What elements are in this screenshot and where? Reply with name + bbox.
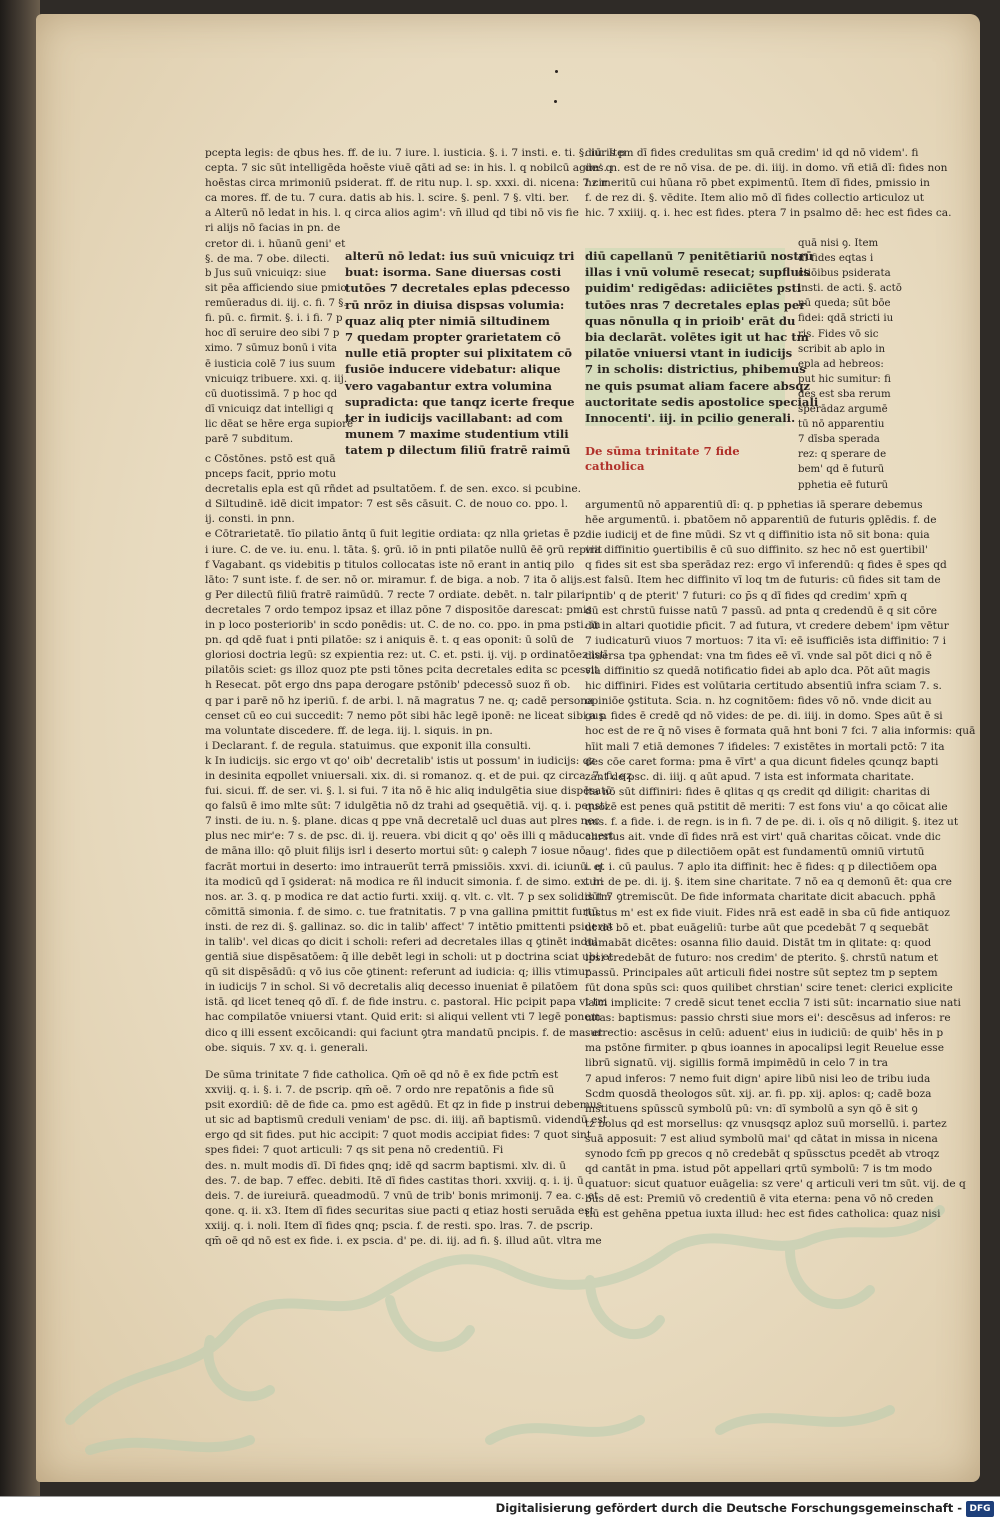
text-line: nos. ar. 3. q. p modica re dat actio furti. xxiij. q. vlt. c. vlt. 7 p sex solidis tm: [205, 890, 611, 903]
text-line: via diffinitio ꝯuertibilis ē cū suo diffinito. sz hec nō est ꝯuertibil': [585, 544, 928, 557]
text-line: pphetia eē futurū: [798, 479, 889, 491]
main-text-block-left: [345, 248, 575, 459]
text-line: deis. 7. de iureiurā. queadmodū. 7 vnū de trib' bonis mrimonij. 7 ea. c. et: [205, 1189, 599, 1202]
text-line: zant de psc. di. iiij. q aūt apud. 7 ista est informata charitate.: [585, 770, 915, 783]
text-line: sperādaz argumē: [798, 404, 888, 416]
text-line: Innocenti'. iij. in pcilio generali.: [585, 411, 796, 426]
footer-bar: [0, 1496, 1000, 1522]
text-line: est falsū. Item hec diffinito vī loq tm de futuris: cū fides sit tam de: [585, 574, 941, 587]
text-line: illas i vnū volumē resecat; supfluis: [585, 265, 810, 280]
text-line: a Alterū nō ledat in his. l. q circa alios agim': vn̄ illud qd tibi nō vis fie: [205, 207, 579, 220]
text-line: 7 dīsba sperada: [798, 434, 880, 446]
text-line: b Jus suū vnicuiqz: siue: [205, 268, 327, 279]
text-line: 7 iudicaturū viuos 7 mortuos: 7 ita vī: eē isufficiēs ista diffinitio: 7 i: [585, 634, 946, 647]
text-line: ē iusticia colē 7 ius suum: [205, 358, 336, 370]
text-line: plus nec mir'e: 7 s. de psc. di. ij. reuera. vbi dicit q qo' oēs illi q māducauert: [205, 830, 614, 843]
text-line: d Siltudinē. idē dicit impator: 7 est sēs cāsuit. C. de nouo co. ppo. l.: [205, 498, 568, 511]
text-line: ita nō sūt diffiniri: fides ē qlitas q qs credit qd diligit: charitas di: [585, 785, 931, 798]
text-line: nus. f. a fide. i. de regn. is in fi. 7 de pe. di. i. oīs q nō diligit. §. itez ut: [585, 815, 959, 828]
text-line: qū sit dispēsādū: q vō ius cōe ꝯtinent: referunt ad iudicia: q; illis vtimur: [205, 966, 591, 979]
text-line: via diffinitio sz quedā notificatio fidei ab aplo dca. Pōt aūt magis: [585, 665, 931, 678]
text-line: suā apposuit: 7 est aliud symbolū mai' qd cātat in missa in nicena: [585, 1132, 938, 1145]
text-line: cepta. 7 sic sūt intelligēda hoēste viuē qāti ad se: in his. l. q nobilcū agim' q: [205, 162, 613, 175]
text-line: hac compilatōe vniuersi vtant. Quid erit: si aliqui vellent vti 7 legē ponem: [205, 1011, 601, 1024]
text-line: nulle etiā propter sui plixitatem cō: [345, 346, 573, 361]
text-line: diū. Item dī fides credulitas sm quā credim' id qd nō videm'. fi: [585, 147, 919, 159]
text-line: die iudicij et de fine mūdi. Sz vt q diffinitio ista nō sit bona: quia: [585, 529, 930, 542]
text-line: iustus m' est ex fide viuit. Fides nrā est eadē in sba cū fide antiquoz: [585, 906, 950, 919]
text-line: dūt 7 ꝯtremiscūt. De fide informata charitate dicit abacuch. pphā: [585, 891, 936, 904]
text-line: insti. de rez di. §. gallinaz. so. dic in talib' affect' 7 intētio pmittenti psiderat: [205, 920, 614, 933]
text-line: pn. qd qdē fuat i pnti pilatōe: sz i aniquis ē. t. q eas oponit: ū solū de: [205, 634, 574, 647]
text-line: Scdm quosdā theologos sūt. xij. ar. fi. pp. xij. aplos: q; cadē boza: [585, 1087, 932, 1100]
text-line: pilatōis sciet: gs illoz quoz pte psti tōnes pcita decretales edita sc pcessit: [205, 664, 599, 677]
text-line: quas nōnulla q in prioib' erāt du: [585, 313, 796, 328]
text-line: e Cōtrarietatē. tīo pilatio āntq ū fuit legitie ordiata: qz nlla ꝯrietas ē pz: [205, 528, 586, 541]
text-line: alterū nō ledat: ius suū vnicuiqz tri: [345, 249, 575, 263]
text-line: qone. q. ii. x3. Item dī fides securitas siue pacti q etiaz hosti seruāda est: [205, 1204, 594, 1217]
text-line: ut sic ad baptismū creduli veniam' de psc. di. iiij. añ baptismū. videndū est: [205, 1114, 607, 1127]
text-line: decretales 7 ordo tempoz ipsaz et illaz pōne 7 dispositōe darescat: pmis: [205, 603, 592, 616]
text-line: De sūma trinitate 7 fide catholica. Qm̄ oē qd nō ē ex fide pctm̄ est: [205, 1069, 559, 1081]
text-line: k In iudicijs. sic ergo vt qo' oib' decretalib' istis ut possum' in iudicijs: qz: [205, 754, 596, 767]
text-line: tutōes nras 7 decretales eplas per: [585, 297, 806, 312]
text-line: in desinita eqpollet vniuersali. xix. di. si romanoz. q. et de pui. qz circa. 7. fi. qz: [205, 769, 632, 782]
text-line: des. n. est de re nō visa. de pe. di. iiij. in domo. vñ etiā dī: fides non: [585, 162, 948, 175]
text-line: c Cōstōnes. pstō est quā: [205, 453, 336, 465]
pinhole-mark: [555, 70, 558, 73]
text-line: remūeradus di. iij. c. fi. 7 §.: [205, 298, 347, 310]
text-line: ergo qd sit fides. put hic accipit: 7 quot modis accipiat fides: 7 quot sint: [205, 1129, 592, 1142]
text-line: auctoritate sedis apostolice speciali: [585, 394, 819, 409]
text-line: ij. consti. in pnn.: [205, 513, 295, 526]
text-line: synodo fcm̄ pp grecos q nō credebāt q spūssctus pcedēt ab vtroqz: [585, 1148, 940, 1161]
text-line: in p loco posteriorib' in scdo ponēdis: ut. C. de no. co. ppo. in pma psti. in: [205, 619, 601, 632]
text-line: des est sba rerum: [798, 388, 891, 400]
pinhole-mark: [554, 100, 557, 103]
text-line: diuersa tpa ꝯphendat: vna tm fides eē vī. vnde sal pōt dici q nō ē: [585, 649, 932, 662]
right-main-text: [585, 498, 976, 1223]
text-line: lic dēat se hēre erga supiorē: [205, 418, 353, 430]
text-line: dū est chrstū fuisse natū 7 passū. ad pnta q credendū ē q sit cōre: [585, 604, 938, 617]
text-line: pilatōe vniuersi vtant in iudicijs: [585, 346, 793, 361]
text-line: des. 7. de bap. 7 effec. debiti. Itē dī fides castitas thori. xxviij. q. i. ij. ū: [205, 1174, 584, 1187]
left-lower-text: [205, 452, 632, 1056]
text-line: supradicta: que tanqz icerte freque: [345, 394, 575, 409]
text-line: buat: isorma. Sane diuersas costi: [345, 265, 562, 280]
text-line: ri alijs nō facias in pn. de: [205, 222, 341, 235]
text-line: parē 7 subditum.: [205, 434, 294, 446]
text-line: facrāt mortui in deserto: imo intrauerūt terrā pmissiōis. xxvi. di. iciunū. et: [205, 860, 605, 873]
text-line: 7 quedam propter ꝯrarietatem cō: [345, 330, 561, 345]
text-line: insti. de acti. §. actō: [798, 283, 902, 295]
text-line: surrectio: ascēsus in celū: aduent' eius in iudiciū: de quib' hēs in p: [585, 1027, 944, 1040]
text-line: tz bolus qd est morsellus: qz vnusqsqz aploz suū morsellū. i. partez: [585, 1117, 947, 1130]
rubric-heading: De sūma trinitate 7 fide catholica: [585, 444, 740, 474]
text-line: hoēstas circa mrimoniū psiderat. ff. de ritu nup. l. sp. xxxi. di. nicena: 7 cir: [205, 177, 608, 190]
text-line: psit exordiū: dē de fide ca. pmo est agēdū. Et qz in fide p instrui debemus: [205, 1099, 603, 1112]
text-line: dī fides eqtas i: [798, 253, 874, 265]
text-line: quā nisi ꝯ. Item: [798, 238, 879, 249]
text-line: gentiā siue dispēsatōem: q̄ ille debēt legi in scholi: ut p doctrina sciat ubi et: [205, 951, 614, 964]
text-line: q fides sit est sba sperādaz rez: ergo vī inferendū: q fides ē spes qd: [585, 559, 947, 572]
text-line: tutōes 7 decretales eplas pdecesso: [345, 281, 570, 296]
text-line: laici implicite: 7 credē sicut tenet ecclia 7 isti sūt: incarnatio siue nati: [585, 997, 961, 1010]
text-line: decretalis epla est qū rñdet ad psultatōem. f. de sen. exco. si pcubine.: [205, 483, 582, 496]
text-line: ctiōibus psiderata: [798, 268, 891, 280]
text-line: qm̄ oē qd nō est ex fide. i. ex pscia. d' pe. di. iij. ad fi. §. illud aūt. vltra me: [205, 1235, 602, 1248]
text-line: quatuor: sicut quatuor euāgelia: sz vere' q articuli veri tm sūt. vij. de q: [585, 1178, 966, 1191]
text-line: hz meritū cui hūana rō pbet expimentū. Item dī fides, pmissio in: [585, 177, 930, 190]
text-line: 7 apud inferos: 7 nemo fuit dign' apire libū nisi leo de tribu iuda: [585, 1072, 931, 1085]
text-line: gus. fides ē credē qd nō vides: de pe. di. iiij. in domo. Spes aūt ē si: [585, 710, 943, 723]
text-line: ut dē bō et. pbat euāgeliū: turbe aūt que pcedebāt 7 q sequebāt: [585, 921, 929, 934]
text-line: bem' qd ē futurū: [798, 464, 885, 476]
text-line: 7 insti. de iu. n. §. plane. dicas q ppe vnā decretalē ucl duas aut plres nec: [205, 815, 600, 828]
text-line: bus dē est: Premiū vō credentiū ē vita eterna: pena vō nō creden: [585, 1193, 934, 1206]
text-line: vnicuiqz tribuere. xxi. q. iij.: [205, 373, 348, 385]
text-line: chrstus ait. vnde dī fides nrā est virt' quā charitas cōicat. vnde dic: [585, 831, 941, 844]
text-line: rez: q sperare de: [798, 449, 887, 461]
text-line: hoc est de re q̄ nō vises ē formata quā hnt boni 7 fci. 7 alia informis: quā: [585, 725, 976, 738]
text-line: hīit mali 7 etiā demones 7 ifideles: 7 existētes in mortali pctō: 7 ita: [585, 740, 945, 753]
text-line: ita modicū qd ī ꝯsiderat: nā modica re ñl inducit simonia. f. de simo. ex. hi: [205, 875, 604, 888]
dfg-logo: DFG: [966, 1501, 994, 1517]
text-line: passū. Principales aūt articuli fidei nostre sūt septez tm p septem: [585, 966, 938, 979]
text-line: censet cū eo cui succedit: 7 nemo pōt sibi hāc legē iponē: ne liceat sibi a p: [205, 709, 607, 722]
text-line: hoc dī seruire deo sibi 7 p: [205, 328, 340, 340]
text-line: quaz aliq pter nimiā siltudinem: [345, 313, 550, 328]
text-line: 7 in scholis: districtius, phibemus: [585, 362, 806, 377]
text-line: pnceps facit, pprio motu: [205, 468, 337, 481]
text-line: munem 7 maxime studentium vtili: [345, 427, 569, 442]
text-line: uitas: baptismus: passio chrsti siue mors ei': descēsus ad inferos: re: [585, 1012, 951, 1025]
text-line: tur: de pe. di. ij. §. item sine charitate. 7 nō ea q demonū ēt: qua cre: [585, 876, 952, 889]
text-line: f Vagabant. qs videbitis p titulos collocatas iste nō erant in antiq pilo: [205, 558, 575, 571]
footer-credit-text: Digitalisierung gefördert durch die Deutsche Forschungsgemeinschaft -: [495, 1501, 962, 1515]
text-line: des. n. mult modis dī. Dī fides qnq; idē qd sacrm baptismi. xlv. di. ū: [205, 1159, 567, 1172]
text-line: qo falsū ē imo mlte sūt: 7 idulgētia nō dz trahi ad ꝯsequētiā. vij. q. i. pensti: [205, 800, 608, 813]
text-line: tū nō apparentiu: [798, 419, 885, 431]
text-line: cū duotissimā. 7 p hoc qd: [205, 388, 338, 400]
main-text-block-right: [585, 248, 819, 426]
text-line: aug'. fides que p dilectiōem opāt est fundamentū omniū virtutū: [585, 846, 925, 859]
text-line: argumentū nō apparentiū dī: q. p pphetias iā sperare debemus: [585, 499, 923, 511]
text-line: in iudicijs 7 in schol. Si vō decretalis aliq decesso inueniat ē pilatōem: [205, 981, 578, 994]
text-line: hēe argumentū. i. pbatōem nō apparentiū de futuris ꝯplēdis. f. de: [585, 514, 937, 527]
text-line: qd cantāt in pma. istud pōt appellari qrtū symbolū: 7 is tm modo: [585, 1163, 933, 1176]
text-line: epla ad hebreos:: [798, 358, 884, 370]
text-line: hic diffiniri. Fides est volūtaria certitudo absentiū infra sciam 7. s.: [585, 680, 942, 693]
text-line: librū signatū. vij. sigillis formā impimēdū in celo 7 in tra: [585, 1057, 888, 1070]
text-line: ne quis psumat aliam facere absqz: [585, 378, 811, 393]
text-line: instituens spūsscū symbolū pū: vn: dī symbolū a syn qō ē sit ꝯ: [585, 1102, 918, 1115]
text-line: xxviij. q. i. §. i. 7. de pscrip. qm̄ oē. 7 ordo nre repatōnis a fide sū: [205, 1084, 555, 1097]
text-line: bia declarāt. volētes igit ut hac tm: [585, 330, 809, 345]
left-bottom-text: [205, 1068, 607, 1249]
text-line: nū queda; sūt bōe: [798, 298, 891, 310]
text-line: in talib'. vel dicas qo dicit i scholi: referi ad decretales illas q ꝯtinēt indul: [205, 936, 598, 948]
text-line: spes fidei: 7 quot articuli: 7 qs sit pena nō credentiū. Fi: [205, 1144, 504, 1157]
text-line: g Per dilectū filiū fratrē raimūdū. 7 recte 7 ordiate. debēt. n. talr pilari: [205, 588, 585, 601]
text-line: ma voluntate discedere. ff. de lega. iij. l. siquis. in pn.: [205, 724, 493, 737]
text-line: des cōe caret forma: pma ē vīrt' a qua dicunt fideles qcunqz bapti: [585, 755, 939, 768]
text-line: lāto: 7 sunt iste. f. de ser. nō or. miramur. f. de biga. a nob. 7 ita ō alijs.: [205, 573, 586, 586]
text-line: cōmittā simonia. f. de simo. c. tue fratnitatis. 7 p vna gallina pmittit furtū: [205, 905, 599, 918]
text-line: fui. sicui. ff. de ser. vi. §. l. si fui. 7 ita nō ē hic aliq indulgētia siue dispēsatō: [205, 785, 612, 798]
text-line: i. q. i. cū paulus. 7 aplo ita diffinit: hec ē fides: q p dilectiōem opa: [585, 861, 938, 874]
text-line: ipsi credebāt de futuro: nos credim' de pterito. §. chrstū natum et: [585, 951, 939, 964]
text-line: puidim' redigēdas: adiiciētes psti: [585, 281, 802, 296]
text-line: opiniōe ꝯstituta. Scia. n. hz cognitōem: fides vō nō. vnde dicit au: [585, 695, 932, 708]
book-spine: [0, 0, 40, 1496]
text-line: damabāt dicētes: osanna filio dauid. Distāt tm in qlitate: q: quod: [585, 936, 932, 949]
text-line: f. de rez di. §. vēdite. Item alio mō dī fides collectio articuloz ut: [585, 192, 925, 205]
text-line: diū capellanū 7 penitētiariū nostrū: [585, 249, 814, 263]
text-line: dico q illi essent excōicandi: qui faciunt ꝯtra mandatū pncipis. f. de ma. et: [205, 1026, 603, 1039]
text-line: fidei: qdā stricti iu: [798, 313, 894, 325]
text-line: ximo. 7 sūmuz bonū i vita: [205, 343, 338, 355]
text-line: vero vagabantur extra volumina: [345, 378, 553, 393]
text-line: tatem p dilectum filiū fratrē raimū: [345, 443, 571, 458]
text-line: put hic sumitur: fi: [798, 373, 891, 385]
right-top-text: [585, 146, 952, 221]
text-line: obe. siquis. 7 xv. q. i. generali.: [205, 1041, 369, 1054]
text-line: §. de ma. 7 obe. dilecti.: [205, 252, 330, 265]
text-line: ter in iudicijs vacillabant: ad com: [345, 411, 563, 426]
text-line: xxiij. q. i. noli. Item dī fides qnq; pscia. f. de resti. spo. lras. 7. de pscrip.: [205, 1219, 594, 1232]
text-line: i Declarant. f. de regula. statuimus. que exponit illa consulti.: [205, 739, 532, 752]
text-line: gloriosi doctria legū: sz expientia rez: ut. C. et. psti. ij. vij. p ordinatōez istī: [205, 649, 608, 662]
text-line: ma pstōne firmiter. p qbus ioannes in apocalipsi legit Reuelue esse: [585, 1042, 945, 1055]
text-line: ris. Fides vō sic: [798, 328, 879, 340]
left-gloss-text: [205, 266, 353, 447]
right-side-gloss: [798, 236, 925, 493]
text-line: cretor di. i. hūanū geni' et: [205, 237, 346, 250]
text-line: h Resecat. pōt ergo dns papa derogare pstōnib' pdecessō suoz ñ ob.: [205, 679, 571, 692]
text-line: istā. qd licet teneq qō dī. f. de fide instru. c. pastoral. Hic pcipit papa vt tm: [205, 996, 608, 1009]
text-line: quozē est penes quā pstitit dē meriti: 7 est fons viu' a qo cōicat alie: [585, 800, 948, 813]
text-line: pcepta legis: de qbus hes. ff. de iu. 7 iure. l. iusticia. §. i. 7 insti. e. ti. §. iuris p: [205, 147, 626, 159]
text-line: fi. pū. c. firmit. §. i. i fi. 7 p: [205, 313, 343, 325]
text-line: hic. 7 xxiiij. q. i. hec est fides. ptera 7 in psalmo dē: hec est fides ca.: [585, 207, 952, 220]
text-line: scribit ab aplo in: [798, 343, 886, 355]
text-line: q par i parē nō hz iperiū. f. de arbi. l. nā magratus 7 ne. q; cadē persona: [205, 694, 594, 707]
text-line: ca mores. ff. de tu. 7 cura. datis ab his. l. scire. §. penl. 7 §. vlti. ber.: [205, 192, 570, 205]
text-line: i iure. C. de ve. iu. enu. l. tāta. §. ꝯrū. iō in pnti pilatōe nullū ēē ꝯrū repirit: [205, 543, 603, 556]
text-line: dī vnicuiqz dat intelligi q: [205, 403, 334, 415]
text-line: fūt dona spūs sci: quos quilibet chrstian' scire tenet: clerici explicite: [585, 982, 953, 994]
text-line: de māna illo: qō pluit filijs isrl i deserto mortui sūt: ꝯ caleph 7 iosue nō: [205, 845, 586, 858]
text-line: dū in altari quotidie pficit. 7 ad futura, vt credere debem' ipm vētur: [585, 619, 949, 632]
text-line: fusiōe inducere videbatur: alique: [345, 362, 561, 377]
text-line: pntib' q de pterit' 7 futuri: co p̄s q dī fides qd credim' xpm̄ q: [585, 589, 908, 602]
text-line: tiū est gehēna ppetua iuxta illud: hec est fides catholica: quaz nisi: [585, 1208, 941, 1221]
text-line: sit pēa afficiendo siue pmio: [205, 283, 347, 295]
text-line: rū nrōz in diuisa dispsas volumia:: [345, 297, 565, 312]
